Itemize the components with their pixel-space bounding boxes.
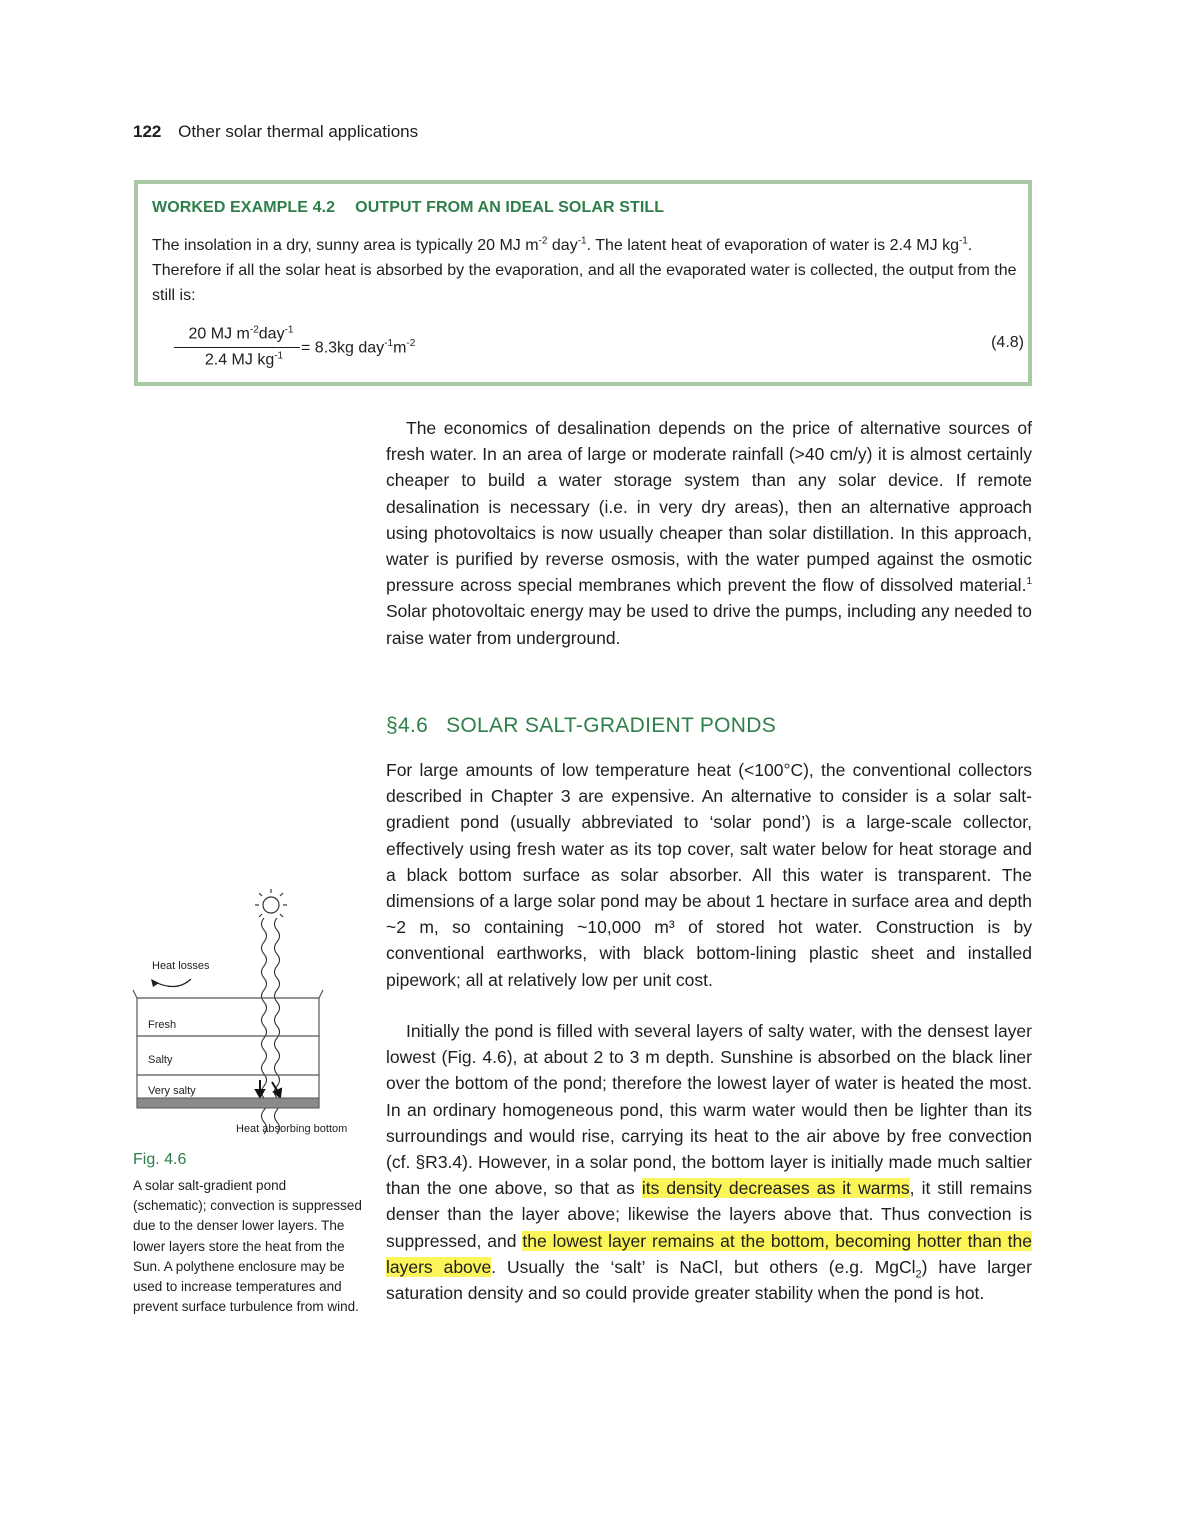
label-very-salty: Very salty xyxy=(148,1085,196,1097)
equation-denominator: 2.4 MJ $kg^{-1}$ xyxy=(204,350,284,369)
running-header xyxy=(133,122,418,142)
solar-pond-diagram xyxy=(128,880,368,1140)
highlighted-text: the lowest layer remains at the bottom, becoming hotter than the layers above xyxy=(386,1230,1032,1277)
heat-loss-arrowhead-icon xyxy=(151,979,159,987)
example-text-part: . The latent heat of evaporation of water is 2.4 MJ kg xyxy=(586,237,959,254)
example-superscript: -2 xyxy=(538,235,548,247)
worked-example-text xyxy=(152,233,1018,308)
fraction-bar xyxy=(174,347,300,348)
paragraph-desalination-economics xyxy=(386,415,1032,651)
equation-4-8 xyxy=(174,323,1024,373)
section-number: §4.6 xyxy=(386,714,429,737)
figure-4-6 xyxy=(128,880,368,1140)
worked-example-title: OUTPUT FROM AN IDEAL SOLAR STILL xyxy=(355,199,665,216)
equation-result: = 8.3kg $day^{-1}m^{-2}$ xyxy=(301,338,416,357)
worked-example-label: WORKED EXAMPLE 4.2 xyxy=(152,199,336,216)
heat-absorbing-bottom xyxy=(137,1098,319,1108)
running-title: Other solar thermal applications xyxy=(178,122,419,141)
paragraph-text: Initially the pond is filled with several layers of salty water, with the densest layer lowest (Fig. 4.6), at about 2 to 3 m depth. Sunshine is absorbed on the black liner over the bottom of the pond; therefore the lowest layer of water is heated the most. In an ordinary homogeneous pond, this warm water would then be lighter than its surroundings and would rise, carrying its heat to the air above by free convection (cf. §R3.4). However, in a solar pond, the bottom layer is initially made much saltier than the one above, so that as xyxy=(386,1021,1032,1199)
heat-arrows-icon xyxy=(256,1080,281,1097)
sun-icon xyxy=(255,889,287,917)
highlighted-text: its density decreases as it warms xyxy=(641,1178,910,1199)
figure-number: Fig. 4.6 xyxy=(133,1151,187,1168)
worked-example-heading xyxy=(152,199,664,217)
section-heading xyxy=(386,714,776,738)
footnote-marker[interactable]: 1 xyxy=(1026,576,1032,588)
paragraph-text: . Usually the ‘salt’ is NaCl, but others (e.g. MgCl xyxy=(491,1256,916,1277)
equation-numerator: 20 MJ $m^{-2}day^{-1}$ xyxy=(188,324,294,343)
label-heat-losses: Heat losses xyxy=(152,960,210,972)
heat-loss-arrow-icon xyxy=(153,979,191,987)
paragraph-text: Solar photovoltaic energy may be used to drive the pumps, including any needed to raise water from underground. xyxy=(386,601,1032,648)
example-superscript: -1 xyxy=(958,235,968,247)
equation-number: (4.8) xyxy=(991,334,1024,351)
label-salty: Salty xyxy=(148,1054,173,1066)
example-superscript: -1 xyxy=(577,235,587,247)
paragraph-solar-pond-layers xyxy=(386,1018,1032,1306)
paragraph-text: ) have larger saturation density and so could provide greater stability when the pond is hot. xyxy=(386,1256,1032,1304)
subscript: 2 xyxy=(915,1268,922,1281)
paragraph-text: , it still remains denser than the layer above; likewise the layers above that. Thus convection is suppressed, and xyxy=(386,1178,1032,1251)
paragraph-solar-pond-intro: For large amounts of low temperature heat (<100°C), the conventional collectors described in Chapter 3 are expensive. An alternative to consider is a solar salt-gradient pond (usually abbreviated to ‘solar pond’) is a large-scale collector, effectively using fresh water as its top cover, salt water below for heat storage and a black bottom surface as solar absorber. All this water is transparent. The dimensions of a large solar pond may be about 1 hectare in surface area and depth ~2 m, so containing ~10,000 m³ of stored hot water. Construction is by conventional earthworks, with black bottom-lining plastic sheet and installed pipework; all at relatively low per unit cost. xyxy=(386,760,1032,990)
label-heat-absorbing-bottom: Heat absorbing bottom xyxy=(236,1123,348,1135)
section-title: SOLAR SALT-GRADIENT PONDS xyxy=(446,714,777,737)
figure-caption: A solar salt-gradient pond (schematic); convection is suppressed due to the denser lower layers. The lower layers store the heat from the Sun. A polythene enclosure may be used to increase temperatures and prevent surface turbulence from wind. xyxy=(133,1178,362,1315)
worked-example-box xyxy=(134,180,1032,386)
example-text-part: . Therefore if all the solar heat is absorbed by the evaporation, and all the evaporated water is collected, the output from the still is: xyxy=(152,237,1017,304)
page-number: 122 xyxy=(133,122,162,141)
example-text-part: day xyxy=(547,237,578,254)
label-fresh: Fresh xyxy=(148,1019,177,1031)
example-text-part: The insolation in a dry, sunny area is typically 20 MJ m xyxy=(152,237,539,254)
paragraph-text: The economics of desalination depends on the price of alternative sources of fresh water. In an area of large or moderate rainfall (>40 cm/y) it is almost certainly cheaper to build a water storage system than any solar device. If remote desalination is necessary (i.e. in very dry areas), then an alternative approach using photovoltaics is now usually cheaper than solar distillation. In this approach, water is purified by reverse osmosis, with the water pumped against the osmotic pressure across special membranes which prevent the flow of dissolved material. xyxy=(386,418,1032,596)
